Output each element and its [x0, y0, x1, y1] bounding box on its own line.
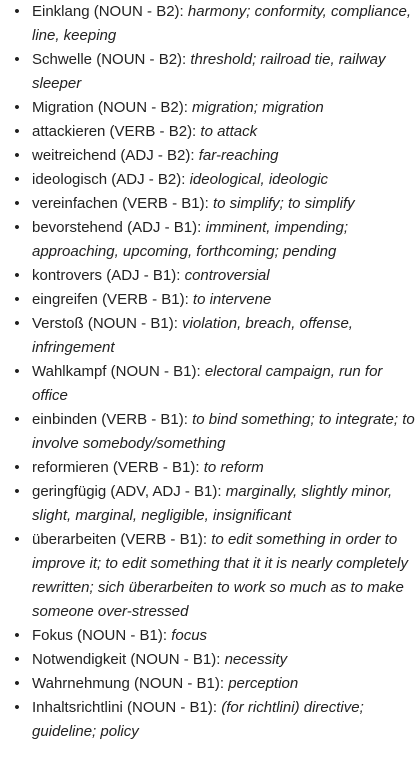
- term: überarbeiten: [32, 531, 117, 548]
- definition: electoral campaign, run for office: [32, 363, 383, 404]
- list-item: [14, 480, 416, 528]
- definition: perception: [228, 675, 299, 692]
- definition: marginally, slightly minor, slight, marginal, negligible, insignificant: [32, 483, 393, 524]
- list-item: [14, 192, 416, 216]
- list-item: [14, 360, 416, 408]
- list-item: [14, 288, 416, 312]
- term: vereinfachen: [32, 195, 118, 212]
- definition: to reform: [203, 459, 264, 476]
- bullet-icon: •: [14, 627, 20, 644]
- term: Notwendigkeit: [32, 651, 127, 668]
- list-item: [14, 120, 416, 144]
- bullet-icon: •: [14, 195, 20, 212]
- term: Migration: [32, 99, 94, 116]
- definition: to edit something in order to improve it; to edit something that it it is nearly completely rewritten; sich überarbeiten to work so much as to make someone over-stressed: [32, 531, 408, 620]
- term: bevorstehend: [32, 219, 123, 236]
- bullet-icon: •: [14, 651, 20, 668]
- part-of-speech-level: (VERB - B2):: [109, 123, 197, 140]
- definition: ideological, ideologic: [189, 171, 329, 188]
- bullet-icon: •: [14, 123, 20, 140]
- term: Einklang: [32, 3, 90, 20]
- part-of-speech-level: (VERB - B1):: [112, 459, 200, 476]
- bullet-icon: •: [14, 267, 20, 284]
- definition: to intervene: [192, 291, 272, 308]
- term: geringfügig: [32, 483, 107, 500]
- part-of-speech-level: (ADJ - B2):: [120, 147, 195, 164]
- part-of-speech-level: (VERB - B1):: [102, 291, 189, 308]
- bullet-icon: •: [14, 483, 20, 500]
- definition: far-reaching: [198, 147, 279, 164]
- part-of-speech-level: (ADJ - B1):: [106, 267, 181, 284]
- part-of-speech-level: (NOUN - B2):: [97, 99, 188, 116]
- list-item: [14, 144, 416, 168]
- bullet-icon: •: [14, 99, 20, 116]
- part-of-speech-level: (NOUN - B1):: [127, 699, 218, 716]
- part-of-speech-level: (ADJ - B1):: [127, 219, 202, 236]
- list-item: [14, 48, 416, 96]
- bullet-icon: •: [14, 3, 20, 20]
- bullet-icon: •: [14, 363, 20, 380]
- definition: violation, breach, offense, infringement: [32, 315, 353, 356]
- definition: threshold; railroad tie, railway sleeper: [32, 51, 386, 92]
- bullet-icon: •: [14, 315, 20, 332]
- term: weitreichend: [32, 147, 117, 164]
- definition: (for richtlini) directive; guideline; policy: [32, 699, 364, 740]
- bullet-icon: •: [14, 171, 20, 188]
- part-of-speech-level: (NOUN - B1):: [134, 675, 225, 692]
- part-of-speech-level: (ADV, ADJ - B1):: [110, 483, 222, 500]
- bullet-icon: •: [14, 219, 20, 236]
- term: Wahrnehmung: [32, 675, 130, 692]
- list-item: [14, 456, 416, 480]
- part-of-speech-level: (NOUN - B2):: [96, 51, 187, 68]
- definition: focus: [171, 627, 208, 644]
- bullet-icon: •: [14, 411, 20, 428]
- definition: harmony; conformity, compliance, line, keeping: [32, 3, 412, 44]
- list-item: [14, 0, 416, 48]
- bullet-icon: •: [14, 147, 20, 164]
- term: Inhaltsrichtlini: [32, 699, 123, 716]
- term: attackieren: [32, 123, 106, 140]
- bullet-icon: •: [14, 291, 20, 308]
- definition: controversial: [184, 267, 270, 284]
- term: Schwelle: [32, 51, 93, 68]
- term: Fokus: [32, 627, 73, 644]
- bullet-icon: •: [14, 459, 20, 476]
- list-item: [14, 528, 416, 624]
- part-of-speech-level: (ADJ - B2):: [111, 171, 186, 188]
- definition: to bind something; to integrate; to involve somebody/something: [32, 411, 415, 452]
- term: Verstoß: [32, 315, 84, 332]
- definition: to simplify; to simplify: [212, 195, 355, 212]
- definition: imminent, impending; approaching, upcoming, forthcoming; pending: [32, 219, 349, 260]
- list-item: [14, 168, 416, 192]
- list-item: [14, 672, 416, 696]
- part-of-speech-level: (VERB - B1):: [122, 195, 209, 212]
- term: eingreifen: [32, 291, 98, 308]
- term: reformieren: [32, 459, 109, 476]
- bullet-icon: •: [14, 675, 20, 692]
- definition: migration; migration: [192, 99, 324, 116]
- part-of-speech-level: (NOUN - B1):: [130, 651, 221, 668]
- part-of-speech-level: (NOUN - B1):: [87, 315, 178, 332]
- part-of-speech-level: (NOUN - B1):: [77, 627, 168, 644]
- definition: necessity: [224, 651, 288, 668]
- list-item: [14, 312, 416, 360]
- list-item: [14, 408, 416, 456]
- bullet-icon: •: [14, 699, 20, 716]
- list-item: [14, 216, 416, 264]
- list-item: [14, 264, 416, 288]
- list-item: [14, 648, 416, 672]
- part-of-speech-level: (NOUN - B2):: [93, 3, 184, 20]
- definition: to attack: [200, 123, 258, 140]
- list-item: [14, 624, 416, 648]
- list-item: [14, 696, 416, 744]
- term: einbinden: [32, 411, 98, 428]
- part-of-speech-level: (VERB - B1):: [120, 531, 208, 548]
- bullet-icon: •: [14, 51, 20, 68]
- term: Wahlkampf: [32, 363, 107, 380]
- term: kontrovers: [32, 267, 103, 284]
- part-of-speech-level: (NOUN - B1):: [110, 363, 201, 380]
- list-item: [14, 96, 416, 120]
- term: ideologisch: [32, 171, 108, 188]
- bullet-icon: •: [14, 531, 20, 548]
- part-of-speech-level: (VERB - B1):: [101, 411, 188, 428]
